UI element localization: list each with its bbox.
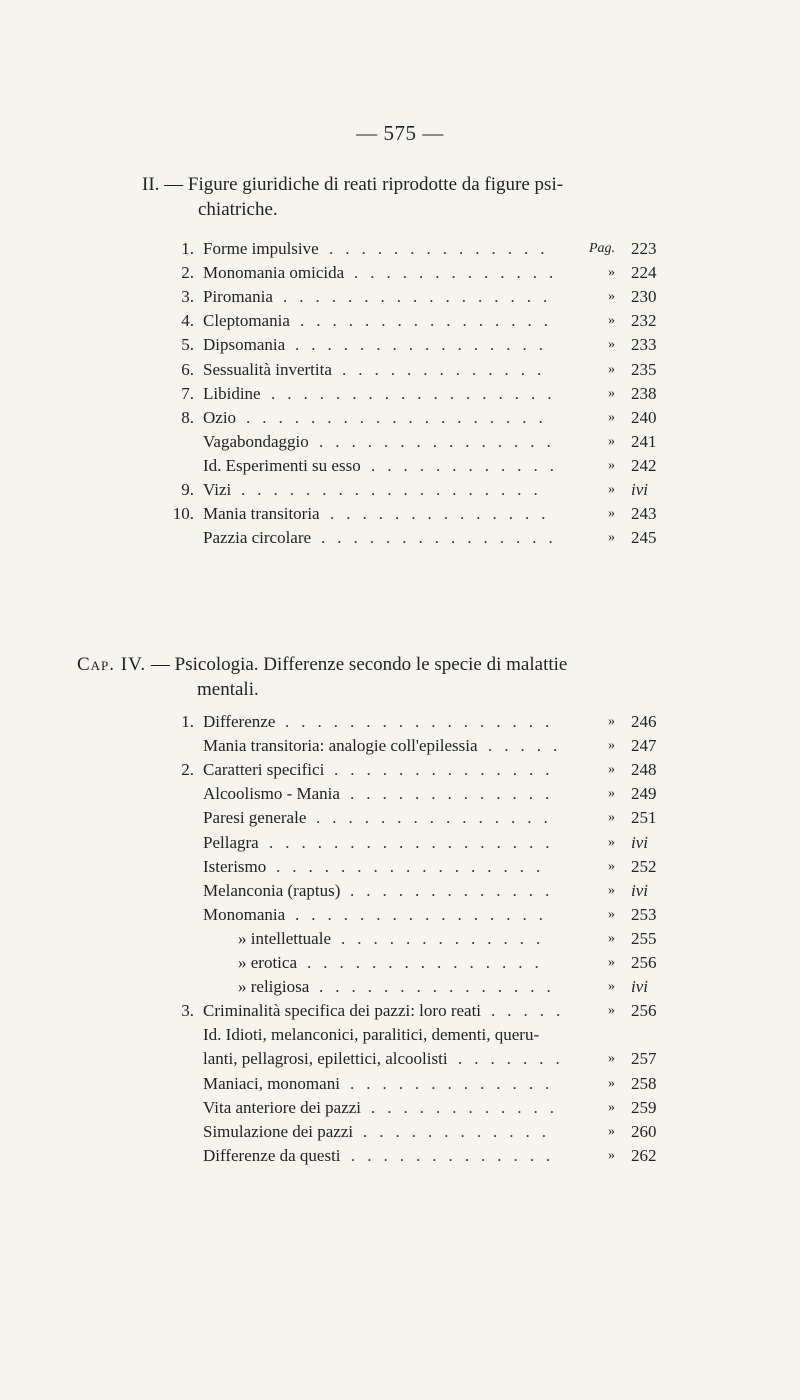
ditto-mark: » <box>608 337 615 353</box>
toc-entry <box>0 999 800 1023</box>
leader-dots: ............... <box>307 953 551 972</box>
entry-title: Id. Esperimenti su esso <box>203 455 361 475</box>
page-abbrev: Pag. <box>588 241 615 256</box>
chapter-dash: — <box>150 654 170 675</box>
entry-title: Sessualità invertita <box>203 359 332 379</box>
ditto-mark: » <box>608 457 615 473</box>
ditto-mark: » <box>608 1147 615 1163</box>
entry-title: Vagabondaggio <box>203 431 309 451</box>
ditto-mark: » <box>608 482 615 497</box>
entry-page-number: ivi <box>631 480 648 499</box>
leader-dots: ............. <box>351 1145 563 1165</box>
leader-dots: ............... <box>316 808 560 828</box>
leader-dots: ............ <box>371 455 566 475</box>
entry-title: Cleptomania <box>203 311 290 331</box>
leader-dots: ............. <box>350 880 562 900</box>
entry-title: » intellettuale <box>238 928 331 948</box>
leader-dots: ............ <box>371 1097 566 1117</box>
entry-page-number: 249 <box>631 784 657 804</box>
entry-title: Pellagra <box>203 832 259 852</box>
ditto-mark: » <box>608 289 615 305</box>
entry-page-number: 258 <box>631 1073 657 1093</box>
entry-title: Forme impulsive <box>203 239 319 258</box>
entry-page-number: 230 <box>631 287 657 307</box>
leader-dots: .............. <box>329 239 557 258</box>
entry-number: 3. <box>181 287 194 307</box>
entry-title: Paresi generale <box>203 808 307 828</box>
entry-page-number: 232 <box>631 311 657 331</box>
entry-page-number: 255 <box>631 928 657 948</box>
toc-entry <box>0 526 800 550</box>
toc-entry <box>0 903 800 927</box>
entry-page-number: ivi <box>631 977 648 997</box>
chapter-title-line1: Psicologia. Differenze secondo le specie di malattie <box>174 654 568 675</box>
ditto-mark: » <box>608 834 615 850</box>
ditto-mark: » <box>608 313 615 329</box>
toc-entry <box>0 309 800 333</box>
leader-dots: ............... <box>319 977 563 997</box>
toc-entry <box>0 358 800 382</box>
ditto-mark: » <box>608 810 615 826</box>
section-heading-ii <box>142 172 702 222</box>
ditto-mark: » <box>608 786 615 802</box>
chapter-label: Cap. IV. <box>77 654 147 675</box>
ditto-mark: » <box>608 858 615 874</box>
entry-page-number: 245 <box>631 528 657 548</box>
entry-page-number: 262 <box>631 1145 657 1165</box>
leader-dots: ....... <box>458 1049 572 1069</box>
ditto-mark: » <box>608 385 615 401</box>
entry-title: » religiosa <box>238 977 310 997</box>
entry-number: 5. <box>181 335 194 355</box>
entry-page-number: 252 <box>631 856 657 876</box>
entry-number: 3. <box>181 1001 194 1021</box>
entry-title: Id. Idioti, melanconici, paralitici, dementi, queru- <box>203 1025 540 1045</box>
section-label: II. <box>142 174 160 195</box>
entry-page-number: 259 <box>631 1097 657 1117</box>
entry-page-number: ivi <box>631 880 648 900</box>
toc-entry <box>0 333 800 357</box>
toc-entry <box>0 285 800 309</box>
leader-dots: ..... <box>488 736 570 756</box>
ditto-mark: » <box>608 1051 615 1067</box>
entry-title: Melanconia (raptus) <box>203 880 341 900</box>
leader-dots: ............. <box>350 1073 562 1093</box>
entry-title: Differenze <box>203 712 276 731</box>
ditto-mark: » <box>608 762 615 778</box>
entry-number: 2. <box>181 263 194 283</box>
entry-number: 4. <box>181 311 194 331</box>
toc-entry <box>0 1047 800 1071</box>
chapter-heading-iv <box>77 652 717 702</box>
entry-page-number: 247 <box>631 736 657 756</box>
entry-page-number: 233 <box>631 335 657 355</box>
entry-title: Monomania omicida <box>203 263 345 283</box>
toc-entry <box>0 454 800 478</box>
page-number: — 575 — <box>356 121 444 145</box>
ditto-mark: » <box>608 906 615 922</box>
entry-title: » erotica <box>238 953 297 972</box>
ditto-mark: » <box>608 738 615 754</box>
ditto-mark: » <box>608 506 615 522</box>
entry-number: 8. <box>181 407 194 427</box>
entry-page-number: 248 <box>631 760 657 780</box>
toc-entry <box>0 1023 800 1047</box>
entry-title: Dipsomania <box>203 335 286 355</box>
leader-dots: ................. <box>285 712 562 731</box>
ditto-mark: » <box>608 1075 615 1091</box>
entry-title: Criminalità specifica dei pazzi: loro reati <box>203 1001 482 1021</box>
leader-dots: ................. <box>276 856 553 876</box>
toc-entry <box>0 430 800 454</box>
leader-dots: ............ <box>363 1121 558 1141</box>
ditto-mark: » <box>608 1099 615 1115</box>
entry-page-number: 246 <box>631 712 657 731</box>
leader-dots: ................... <box>246 407 555 427</box>
leader-dots: .............. <box>330 504 558 524</box>
entry-title: Maniaci, monomani <box>203 1073 340 1093</box>
ditto-mark: » <box>608 714 615 729</box>
entry-number: 10. <box>172 504 194 524</box>
toc-entry <box>0 855 800 879</box>
toc-entry <box>0 237 800 261</box>
toc-entry <box>0 382 800 406</box>
entry-title: Vita anteriore dei pazzi <box>203 1097 362 1117</box>
entry-page-number: 256 <box>631 953 657 972</box>
toc-entry <box>0 927 800 951</box>
entry-page-number: 242 <box>631 455 657 475</box>
entry-number: 1. <box>181 712 194 731</box>
leader-dots: ............. <box>350 784 562 804</box>
toc-entry <box>0 831 800 855</box>
entry-page-number: 238 <box>631 383 657 403</box>
entry-title: Caratteri specifici <box>203 760 325 780</box>
toc-entry <box>0 478 800 502</box>
toc-entry <box>0 806 800 830</box>
toc-entry <box>0 879 800 903</box>
entry-page-number: 260 <box>631 1121 657 1141</box>
toc-entry <box>0 406 800 430</box>
leader-dots: .................. <box>269 832 562 852</box>
entry-title: Mania transitoria <box>203 504 320 524</box>
entry-title: Piromania <box>203 287 273 307</box>
chapter-title-line2: mentali. <box>197 679 259 700</box>
ditto-mark: » <box>608 265 615 281</box>
leader-dots: ............. <box>354 263 566 283</box>
entry-page-number: ivi <box>631 832 648 852</box>
entry-page-number: 241 <box>631 431 657 451</box>
entry-page-number: 235 <box>631 359 657 379</box>
leader-dots: ............... <box>321 528 565 548</box>
leader-dots: ................ <box>295 335 555 355</box>
leader-dots: ................. <box>283 287 560 307</box>
entry-title: Mania transitoria: analogie coll'epilessia <box>203 736 478 756</box>
entry-page-number: 257 <box>631 1049 657 1069</box>
entry-number: 2. <box>181 760 194 780</box>
entry-page-number: 224 <box>631 263 657 283</box>
leader-dots: ................ <box>295 904 555 924</box>
toc-entry <box>0 951 800 975</box>
entry-page-number: 243 <box>631 504 657 524</box>
leader-dots: ............. <box>341 928 553 948</box>
entry-page-number: 223 <box>631 239 657 258</box>
entry-page-number: 240 <box>631 407 657 427</box>
leader-dots: ................ <box>300 311 560 331</box>
ditto-mark: » <box>608 530 615 546</box>
ditto-mark: » <box>608 882 615 898</box>
ditto-mark: » <box>608 979 615 995</box>
toc-entry <box>0 975 800 999</box>
entry-title: lanti, pellagrosi, epilettici, alcoolisti <box>203 1049 448 1069</box>
toc-entry <box>0 1120 800 1144</box>
ditto-mark: » <box>608 930 615 946</box>
ditto-mark: » <box>608 955 615 970</box>
toc-entry <box>0 710 800 734</box>
entry-title: Monomania <box>203 904 286 924</box>
entry-title: Differenze da questi <box>203 1145 341 1165</box>
toc-entry <box>0 782 800 806</box>
entry-number: 6. <box>181 359 194 379</box>
leader-dots: ............. <box>342 359 554 379</box>
toc-entry <box>0 1096 800 1120</box>
toc-entry <box>0 261 800 285</box>
entry-title: Ozio <box>203 407 237 427</box>
section-title-line2: chiatriche. <box>198 199 278 220</box>
section-dash: — <box>164 174 184 195</box>
entry-number: 7. <box>181 383 194 403</box>
toc-entry <box>0 1072 800 1096</box>
entry-title: Simulazione dei pazzi <box>203 1121 354 1141</box>
ditto-mark: » <box>608 361 615 377</box>
entry-title: Pazzia circolare <box>203 528 312 548</box>
entry-title: Libidine <box>203 383 261 403</box>
ditto-mark: » <box>608 433 615 449</box>
leader-dots: .............. <box>334 760 562 780</box>
toc-entry <box>0 1144 800 1168</box>
toc-entry <box>0 502 800 526</box>
entry-page-number: 253 <box>631 904 657 924</box>
entry-page-number: 251 <box>631 808 657 828</box>
toc-entry <box>0 758 800 782</box>
entry-number: 9. <box>181 480 194 499</box>
entry-title: Isterismo <box>203 856 267 876</box>
entry-title: Alcoolismo - Mania <box>203 784 340 804</box>
ditto-mark: » <box>608 1003 615 1019</box>
entry-title: Vizi <box>203 480 232 499</box>
leader-dots: ............... <box>319 431 563 451</box>
section-title-line1: Figure giuridiche di reati riprodotte da figure psi- <box>187 174 564 195</box>
leader-dots: .................. <box>271 383 564 403</box>
ditto-mark: » <box>608 1123 615 1139</box>
entry-number: 1. <box>181 239 194 258</box>
toc-entry <box>0 734 800 758</box>
leader-dots: ..... <box>491 1001 573 1021</box>
ditto-mark: » <box>608 409 615 425</box>
leader-dots: ................... <box>241 480 550 499</box>
entry-page-number: 256 <box>631 1001 657 1021</box>
